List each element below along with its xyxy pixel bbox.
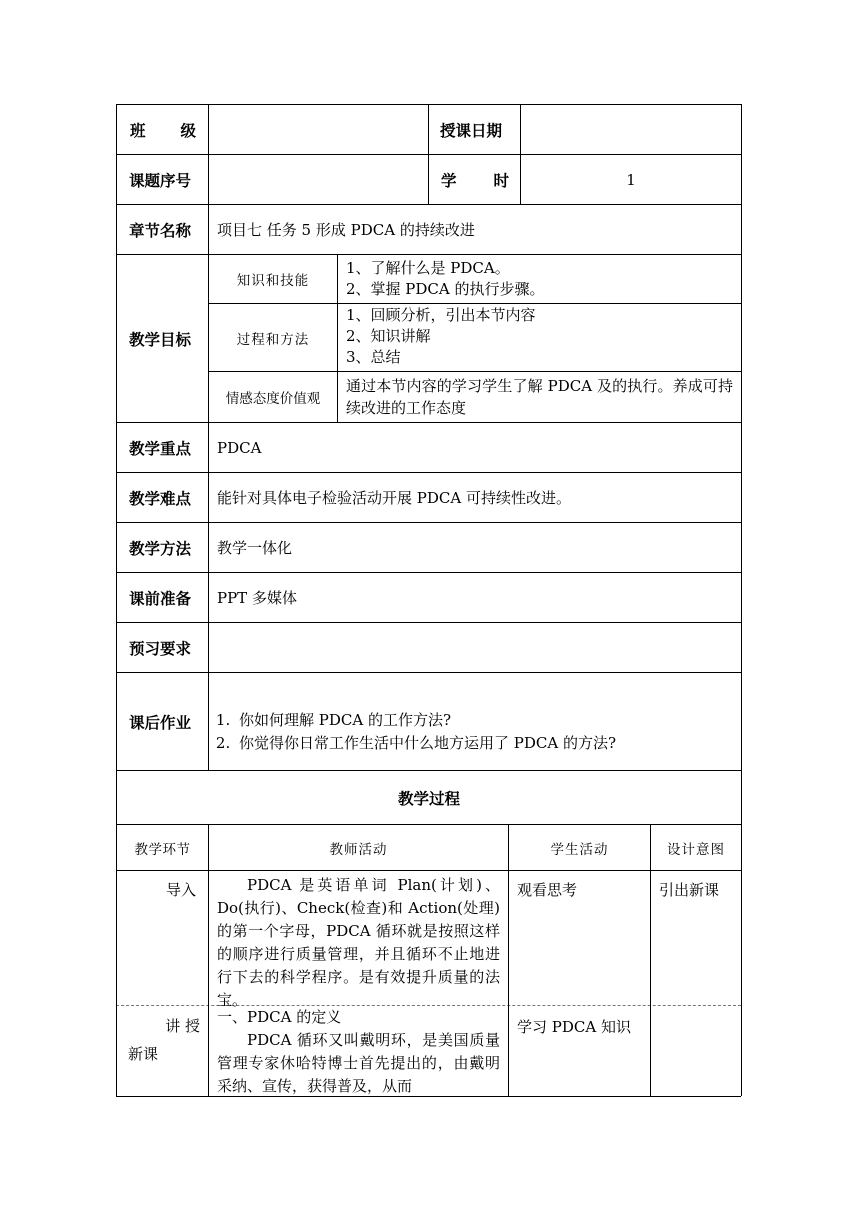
preparation-value: PPT 多媒体	[217, 589, 297, 607]
hours-label	[441, 155, 509, 204]
stage-new-lesson-line-2: 新课	[128, 1045, 159, 1063]
class-label-part-1: 班	[130, 121, 146, 140]
design-intent-new-lesson	[651, 1006, 741, 1096]
knowledge-line-2: 2、掌握 PDCA 的执行步骤。	[346, 280, 545, 298]
difficulty-value: 能针对具体电子检验活动开展 PDCA 可持续性改进。	[217, 489, 571, 507]
knowledge-skills-content	[338, 255, 741, 303]
method-value: 教学一体化	[217, 539, 293, 557]
homework-list	[209, 709, 616, 755]
preparation-label: 课前准备	[129, 589, 192, 608]
attitude-values-label: 情感态度价值观	[225, 391, 321, 407]
definition-text: PDCA 循环又叫戴明环，是美国质量管理专家休哈特博士首先提出的，由戴明采纳、宣传，获得普及，从而	[217, 1031, 500, 1095]
date-label: 授课日期	[440, 121, 503, 140]
hours-label-part-1: 学	[441, 171, 457, 190]
class-label	[130, 105, 196, 154]
col-header-intent: 设计意图	[667, 841, 725, 858]
preview-value	[209, 623, 741, 672]
process-line-2: 2、知识讲解	[346, 327, 431, 345]
date-value	[521, 105, 741, 154]
col-header-stage: 教学环节	[134, 841, 191, 858]
chapter-value: 项目七 任务 5 形成 PDCA 的持续改进	[217, 221, 475, 239]
student-activity-new-lesson: 学习 PDCA 知识	[517, 1018, 631, 1036]
teacher-activity-new-lesson	[209, 1006, 508, 1096]
design-intent-intro: 引出新课	[659, 881, 720, 899]
col-header-student: 学生活动	[550, 841, 609, 858]
stage-new-lesson-line-1: 讲 授	[165, 1017, 200, 1035]
difficulty-label: 教学难点	[129, 489, 192, 508]
hours-value: 1	[626, 170, 636, 189]
stage-new-lesson	[117, 1006, 208, 1096]
stage-intro: 导入	[165, 881, 196, 899]
key-point-value: PDCA	[217, 438, 262, 457]
process-line-1: 1、回顾分析，引出本节内容	[346, 306, 536, 324]
homework-content	[209, 673, 741, 770]
lesson-number-value	[209, 155, 428, 204]
hours-label-part-2: 时	[493, 171, 509, 190]
chapter-label: 章节名称	[129, 221, 192, 240]
class-label-part-2: 级	[180, 121, 196, 140]
col-header-teacher: 教师活动	[329, 841, 388, 858]
process-line-3: 3、总结	[346, 348, 401, 366]
homework-label: 课后作业	[129, 713, 192, 732]
key-point-label: 教学重点	[129, 439, 192, 458]
process-title: 教学过程	[397, 789, 460, 808]
homework-item: 1. 你如何理解 PDCA 的工作方法?	[235, 709, 616, 732]
preview-label: 预习要求	[129, 639, 192, 658]
method-label: 教学方法	[129, 539, 192, 558]
objectives-label: 教学目标	[129, 330, 192, 349]
process-methods-content	[338, 304, 741, 371]
process-methods-label: 过程和方法	[236, 331, 310, 348]
knowledge-line-1: 1、了解什么是 PDCA。	[346, 259, 510, 277]
student-activity-intro: 观看思考	[517, 881, 578, 899]
attitude-values-content: 通过本节内容的学习学生了解 PDCA 及的执行。养成可持续改进的工作态度	[346, 377, 733, 417]
lesson-number-label: 课题序号	[129, 171, 192, 190]
class-value	[209, 105, 428, 154]
knowledge-skills-label: 知识和技能	[236, 273, 310, 289]
homework-item: 2. 你觉得你日常工作生活中什么地方运用了 PDCA 的方法?	[235, 732, 616, 755]
definition-heading: 一、PDCA 的定义	[217, 1008, 342, 1026]
teacher-activity-intro: PDCA 是英语单词 Plan(计划)、Do(执行)、Check(检查)和 Action(处理)的第一个字母，PDCA 循环就是按照这样的顺序进行质量管理，并且循环不止地进行下去的科学程序。是有效提升质量的法宝。	[217, 876, 500, 1009]
